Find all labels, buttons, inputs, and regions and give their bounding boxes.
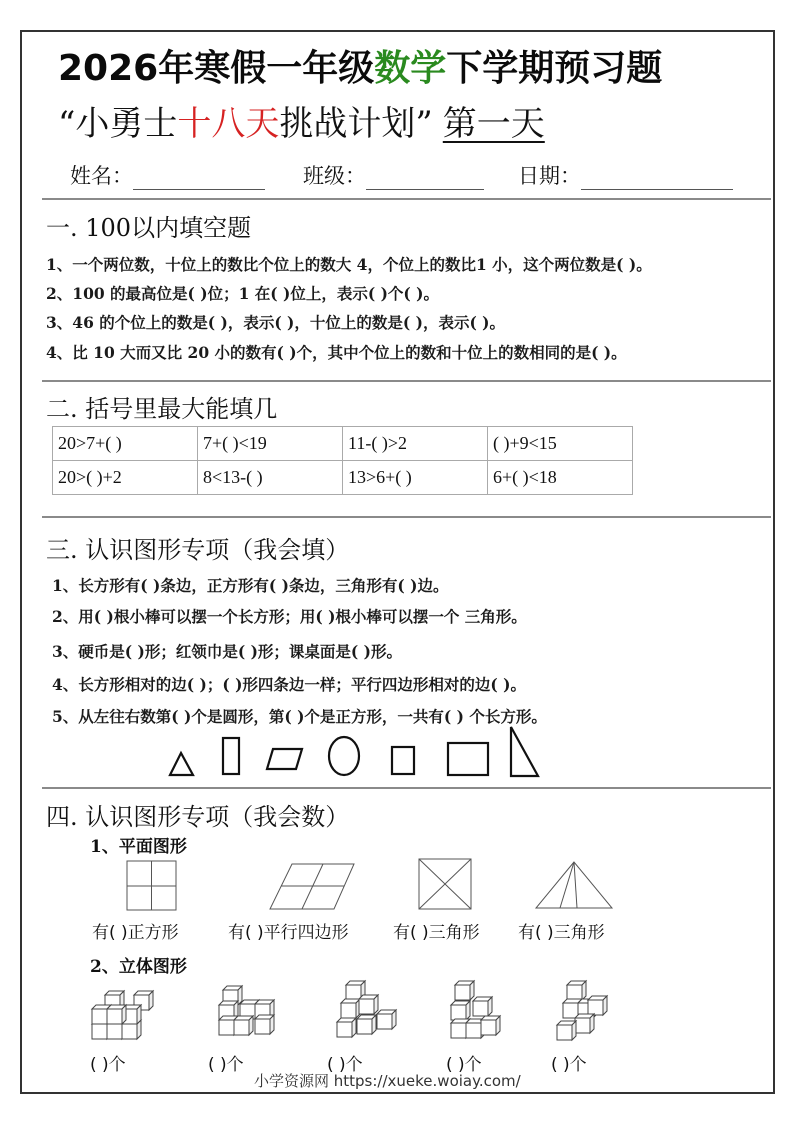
question-3-3: 3、硬币是( )形；红领巾是( )形；课桌面是( )形。: [52, 642, 402, 661]
plane-caption-1: 有( )正方形: [92, 923, 179, 943]
subtitle-highlight: 十八天: [177, 104, 280, 144]
question-3-4: 4、长方形相对的边( )；( )形四条边一样；平行四边形相对的边( )。: [52, 675, 526, 694]
section-2-title: 二. 括号里最大能填几: [46, 395, 278, 423]
footer-watermark: 小学资源网 https://xueke.woiay.com/: [254, 1072, 521, 1090]
question-1-1: 1、一个两位数，十位上的数比个位上的数大 4，个位上的数比1 小，这个两位数是( )。: [46, 255, 652, 274]
cube-caption-4: ( )个: [446, 1055, 482, 1075]
cube-stack-5: [557, 981, 607, 1040]
cube-caption-1: ( )个: [90, 1055, 126, 1075]
question-1-4: 4、比 10 大而又比 20 小的数有( )个，其中个位上的数和十位上的数相同的是( )。: [46, 343, 627, 362]
table-cell[interactable]: ( )+9<15: [488, 427, 633, 461]
table-cell[interactable]: 20>( )+2: [53, 461, 198, 495]
table-cell[interactable]: 11-( )>2: [343, 427, 488, 461]
plane-caption-4: 有( )三角形: [518, 923, 605, 943]
section-1-title: 一. 100以内填空题: [46, 214, 252, 242]
section-4-title: 四. 认识图形专项（我会数）: [46, 803, 350, 831]
table-cell[interactable]: 6+( )<18: [488, 461, 633, 495]
plane-caption-3: 有( )三角形: [393, 923, 480, 943]
table-cell[interactable]: 13>6+( ): [343, 461, 488, 495]
subtitle-part: “小勇士: [58, 104, 178, 144]
cube-stack-4: [451, 981, 500, 1038]
solid-shapes-label: 2、立体图形: [90, 957, 187, 977]
cube-stack-2: [219, 986, 274, 1035]
title-highlight: 数学: [374, 48, 447, 89]
class-label: 班级：: [303, 164, 366, 188]
subtitle-day: 第一天: [442, 104, 545, 144]
table-cell[interactable]: 8<13-( ): [198, 461, 343, 495]
question-3-1: 1、长方形有( )条边，正方形有( )条边，三角形有( )边。: [52, 576, 449, 595]
section-3-title: 三. 认识图形专项（我会填）: [46, 536, 350, 564]
cube-caption-3: ( )个: [327, 1055, 363, 1075]
table-cell[interactable]: 7+( )<19: [198, 427, 343, 461]
cube-caption-5: ( )个: [551, 1055, 587, 1075]
question-1-3: 3、46 的个位上的数是( )，表示( )，十位上的数是( )，表示( )。: [46, 313, 506, 332]
table-cell[interactable]: 20>7+( ): [53, 427, 198, 461]
question-3-2: 2、用( )根小棒可以摆一个长方形；用( )根小棒可以摆一个 三角形。: [52, 607, 527, 626]
cube-stack-3: [337, 981, 396, 1037]
subtitle-part: 挑战计划”: [279, 104, 433, 144]
name-label: 姓名：: [70, 164, 133, 188]
title-part: 下学期预习题: [446, 48, 663, 89]
title-part: 2026年寒假一年级: [58, 48, 375, 89]
cube-caption-2: ( )个: [208, 1055, 244, 1075]
plane-shapes-label: 1、平面图形: [90, 837, 187, 857]
question-3-5: 5、从左往右数第( )个是圆形，第( )个是正方形，一共有( ) 个长方形。: [52, 707, 547, 726]
plane-caption-2: 有( )平行四边形: [228, 923, 349, 943]
date-label: 日期：: [518, 164, 581, 188]
cube-stack-1: [92, 991, 153, 1039]
question-1-2: 2、100 的最高位是( )位；1 在( )位上，表示( )个( )。: [46, 284, 439, 303]
